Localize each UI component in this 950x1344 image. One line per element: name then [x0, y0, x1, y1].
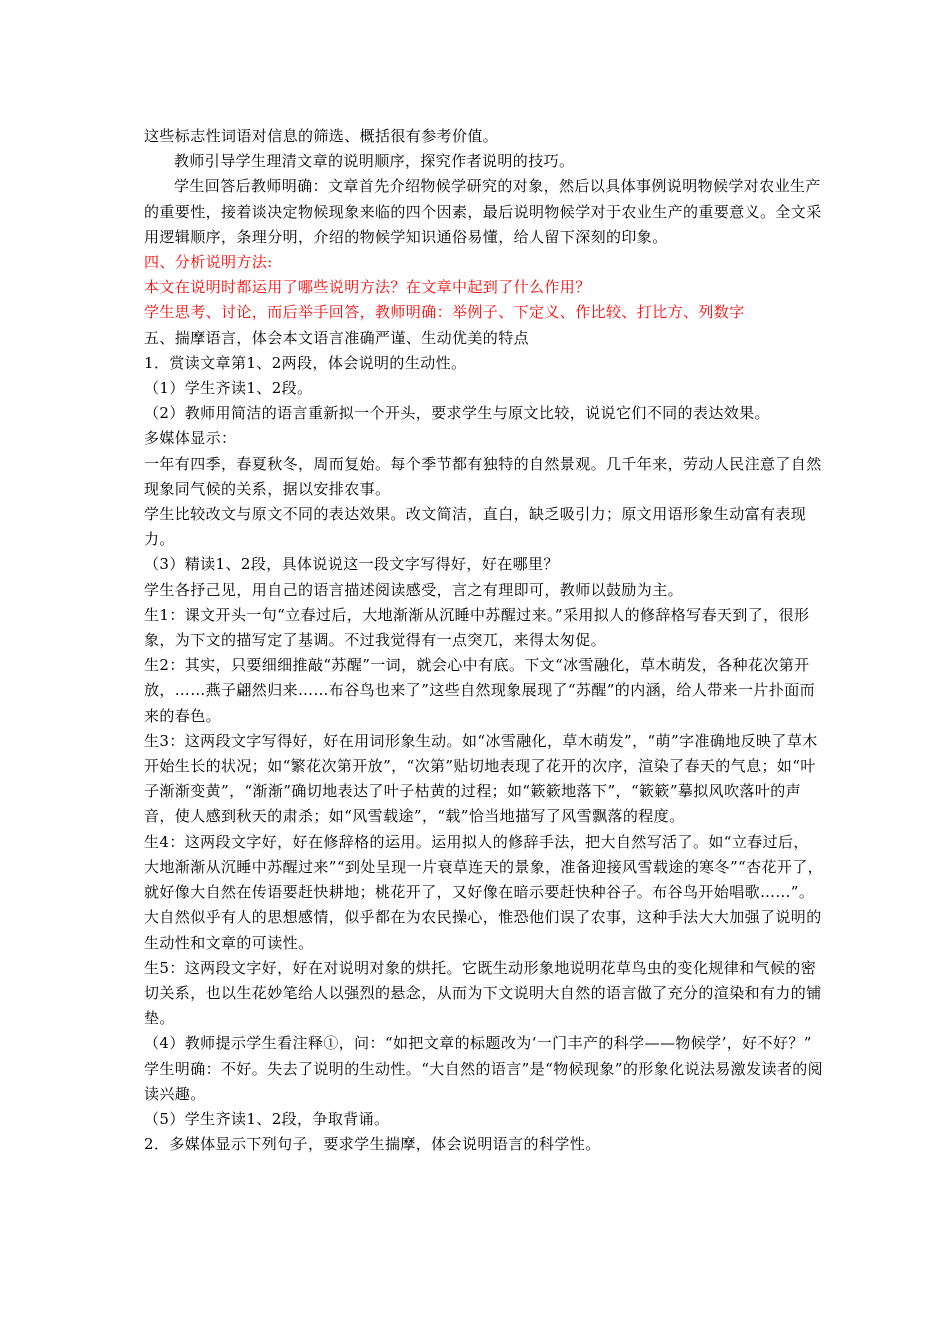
- student-1: 生1：课文开头一句“立春过后，大地渐渐从沉睡中苏醒过来。”采用拟人的修辞格写春天到了，很形象，为下文的描写定了基调。不过我觉得有一点突兀，来得太匆促。: [144, 605, 810, 650]
- student-5: 生5：这两段文字好，好在对说明对象的烘托。它既生动形象地说明花草鸟虫的变化规律和气候的密切关系，也以生花妙笔给人以强烈的悬念，从而为下文说明大自然的语言做了充分的渲染和有力的铺垫。: [144, 958, 822, 1028]
- question-methods: 本文在说明时都运用了哪些说明方法？在文章中起到了什么作用？: [144, 278, 591, 297]
- item-2-heading: 2．多媒体显示下列句子，要求学生揣摩，体会说明语言的科学性。: [144, 1135, 601, 1154]
- student-opinions-intro: 学生各抒己见，用自己的语言描述阅读感受，言之有理即可，教师以鼓励为主。: [144, 580, 684, 599]
- rewritten-opening: 一年有四季，春夏秋冬，周而复始。每个季节都有独特的自然景观。几千年来，劳动人民注意了自然现象同气候的关系，据以安排农事。: [144, 454, 822, 498]
- student-conclusion: 学生明确：不好。失去了说明的生动性。“大自然的语言”是“物候现象”的形象化说法易激发读者的阅读兴趣。: [144, 1059, 824, 1103]
- step-3: （3）精读1、2段，具体说说这一段文字写得好，好在哪里？: [144, 555, 559, 574]
- step-5: （5）学生齐读1、2段，争取背诵。: [144, 1109, 390, 1128]
- document-body: [144, 124, 824, 1157]
- student-4: 生4：这两段文字好，好在修辞格的运用。运用拟人的修辞手法，把大自然写活了。如“立春过后，大地渐渐从沉睡中苏醒过来”“到处呈现一片衰草连天的景象，准备迎接风雪载途的寒冬”“杏花开了，就好像大自然在传语要赶快耕地；桃花开了，又好像在暗示要赶快种谷子。布谷鸟开始唱歌……”。大自然似乎有人的思想感情，似乎都在为农民操心，惟恐他们误了农事，这种手法大大加强了说明的生动性和文章的可读性。: [144, 832, 824, 952]
- section-heading-language: 五、揣摩语言，体会本文语言准确严谨、生动优美的特点: [144, 328, 530, 347]
- student-2: 生2：其实，只要细细推敲“苏醒”一词，就会心中有底。下文“冰雪融化，草木萌发，各种花次第开放，……燕子翩然归来……布谷鸟也来了”这些自然现象展现了“苏醒”的内涵，给人带来一片扑面而来的春色。: [144, 656, 816, 725]
- item-1-heading: 1．赏读文章第1、2两段，体会说明的生动性。: [144, 353, 467, 372]
- section-heading-methods: 四、分析说明方法:: [144, 253, 273, 272]
- step-4: （4）教师提示学生看注释①，问：“如把文章的标题改为‘一门丰产的科学——物候学’，好不好？”: [144, 1034, 812, 1053]
- paragraph-signal-words: 这些标志性词语对信息的筛选、概括很有参考价值。: [144, 127, 499, 145]
- multimedia-label: 多媒体显示：: [144, 429, 237, 448]
- step-2: （2）教师用简洁的语言重新拟一个开头，要求学生与原文比较，说说它们不同的表达效果。: [144, 404, 770, 423]
- paragraph-teacher-guide: 教师引导学生理清文章的说明顺序，探究作者说明的技巧。: [174, 152, 575, 171]
- comparison-result: 学生比较改文与原文不同的表达效果。改文简洁，直白，缺乏吸引力；原文用语形象生动富有表现力。: [144, 505, 807, 549]
- answer-methods: 学生思考、讨论，而后举手回答，教师明确：举例子、下定义、作比较、打比方、列数字: [144, 303, 745, 322]
- paragraph-explanation-order: 学生回答后教师明确：文章首先介绍物候学研究的对象，然后以具体事例说明物候学对农业生产的重要性，接着谈决定物候现象来临的四个因素，最后说明物候学对于农业生产的重要意义。全文采用逻辑顺序，条理分明，介绍的物候学知识通俗易懂，给人留下深刻的印象。: [144, 177, 822, 246]
- student-3: 生3：这两段文字写得好，好在用词形象生动。如“冰雪融化，草木萌发”，“萌”字准确地反映了草木开始生长的状况；如“繁花次第开放”，“次第”贴切地表现了花开的次序，渲染了春天的气息；如“叶子渐渐变黄”，“渐渐”确切地表达了叶子枯黄的过程；如“簌簌地落下”，“簌簌”摹拟风吹落叶的声音，使人感到秋天的肃杀；如“风雪载途”，“载”恰当地描写了风雪飘落的程度。: [144, 731, 818, 826]
- step-1: （1）学生齐读1、2段。: [144, 379, 313, 398]
